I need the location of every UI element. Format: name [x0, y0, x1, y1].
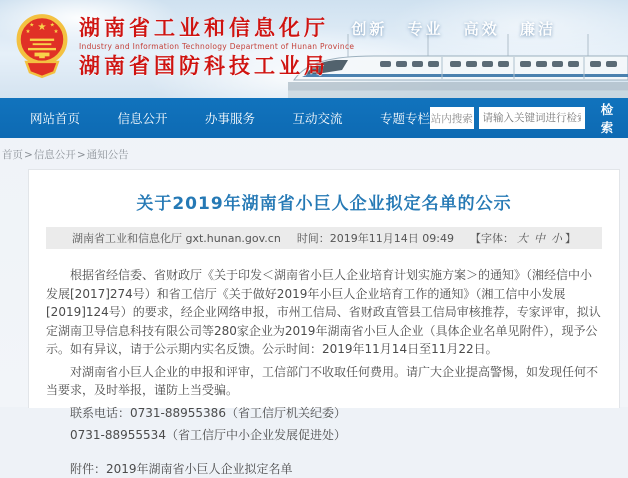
font-size-option-small[interactable]: 小: [551, 230, 562, 246]
breadcrumb-info-disclosure[interactable]: 信息公开: [34, 149, 76, 161]
svg-text:★: ★: [29, 21, 34, 28]
nav-item-interaction[interactable]: 互动交流: [292, 109, 342, 127]
font-size-option-medium[interactable]: 中: [534, 230, 545, 246]
svg-text:★: ★: [25, 28, 30, 35]
article-time: 时间：2019年11月14日 09:49: [297, 230, 454, 246]
article-meta-bar: [46, 227, 602, 249]
article-title: 关于2019年湖南省小巨人企业拟定名单的公示: [46, 189, 602, 214]
org-name-cn: 湖南省工业和信息化厅: [79, 16, 354, 41]
breadcrumb-home[interactable]: 首页: [2, 149, 23, 161]
svg-text:★: ★: [37, 21, 46, 33]
attachment-link[interactable]: 附件：2019年湖南省小巨人企业拟定名单: [46, 460, 602, 478]
nav-item-home[interactable]: 网站首页: [30, 109, 80, 127]
breadcrumb-notices[interactable]: 通知公告: [87, 149, 129, 161]
font-size-option-large[interactable]: 大: [517, 230, 528, 246]
site-search: [430, 100, 625, 136]
contact-phone-line: 联系电话：0731-88955386（省工信厅机关纪委）: [46, 404, 602, 423]
nav-item-services[interactable]: 办事服务: [205, 109, 255, 127]
article-source: 湖南省工业和信息化厅 gxt.hunan.gov.cn: [72, 230, 281, 246]
font-size-label-prefix: 【字体：: [470, 230, 514, 246]
svg-text:★: ★: [50, 21, 55, 28]
site-brand: [14, 10, 354, 84]
nav-item-info-disclosure[interactable]: 信息公开: [117, 109, 167, 127]
site-slogan: 创新 专业 高效 廉洁: [351, 18, 556, 39]
nav-items: [30, 109, 430, 127]
article-paragraph: 对湖南省小巨人企业的申报和评审，工信部门不收取任何费用。请广大企业提高警惕，如发现任何不当要求，及时举报，谨防上当受骗。: [46, 363, 602, 400]
breadcrumb: [0, 138, 628, 169]
main-nav: [0, 98, 628, 138]
svg-text:★: ★: [53, 28, 58, 35]
org-name2-cn: 湖南省国防科技工业局: [79, 54, 354, 79]
nav-item-special-topics[interactable]: 专题专栏: [380, 109, 430, 127]
search-scope-select[interactable]: 站内搜索: [430, 107, 474, 129]
article-paragraph: 根据省经信委、省财政厅《关于印发＜湖南省小巨人企业培育计划实施方案＞的通知》（湘经信中小发展[2017]274号）和省工信厅《关于做好2019年小巨人企业培育工作的通知》（湘工信中小发展[2019]124号）的要求，经企业网络申报，市州工信局、省财政直管县工信局审核推荐，专家评审，拟认定湖南卫导信息科技有限公司等280家企业为2019年湖南省小巨人企业（具体企业名单见附件），现予公示。如有异议，请于公示期内实名反馈。公示时间：2019年11月14日至11月22日。: [46, 266, 602, 359]
national-emblem-icon: [14, 10, 70, 84]
article-card: [28, 169, 620, 408]
search-button[interactable]: 检 索: [594, 100, 625, 136]
breadcrumb-separator: >: [24, 149, 33, 161]
site-header: [0, 0, 628, 98]
search-input[interactable]: [479, 107, 585, 129]
font-size-label-suffix: 】: [565, 230, 576, 246]
article-body: [46, 266, 602, 478]
org-name-en: Industry and Information Technology Department of Hunan Province: [79, 42, 354, 52]
breadcrumb-separator: >: [77, 149, 86, 161]
contact-phone-line: 0731-88955534（省工信厅中小企业发展促进处）: [46, 426, 602, 445]
